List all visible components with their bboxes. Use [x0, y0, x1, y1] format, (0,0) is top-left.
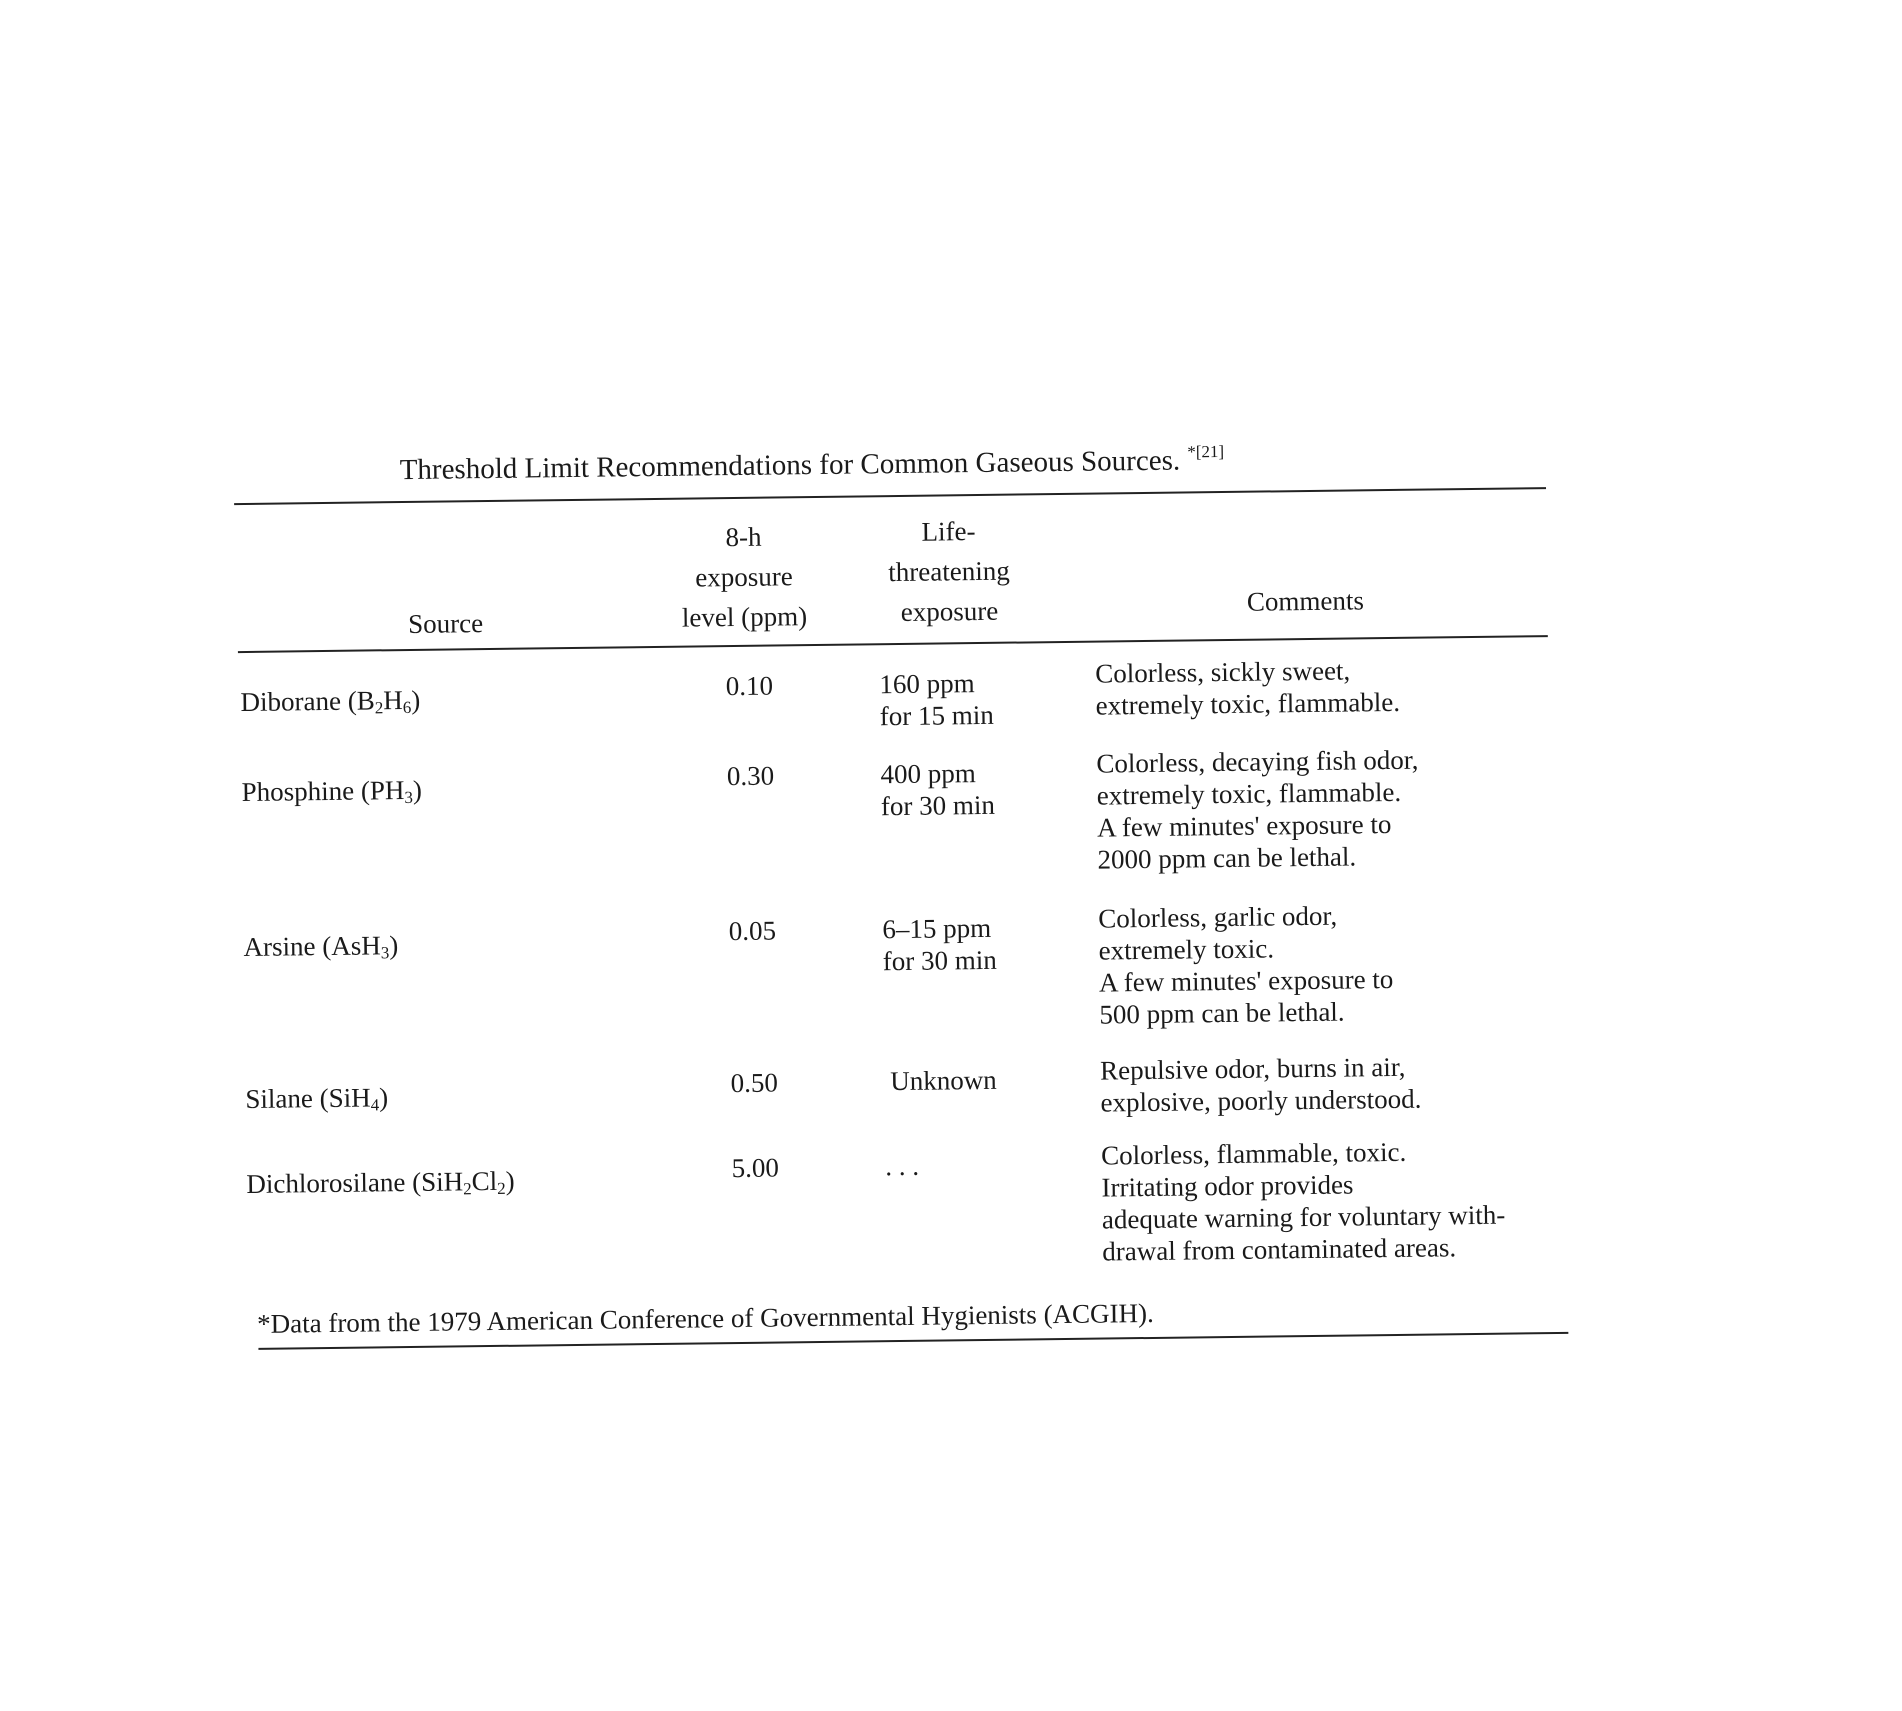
exposure-level-cell: 0.50	[730, 1067, 778, 1100]
formula-part: Cl	[471, 1166, 497, 1196]
formula-part: )	[389, 930, 398, 960]
formula-part: SiH	[328, 1082, 370, 1113]
formula-part: H	[383, 685, 403, 715]
table-row	[0, 0, 1891, 11]
comments-cell: Colorless, decaying fish odor, extremely toxic, flammable. A few minutes' exposure to 2000 ppm can be lethal.	[1096, 744, 1420, 876]
table-title: Threshold Limit Recommendations for Common Gaseous Sources. $^{*[21]}$	[400, 444, 1225, 486]
formula-part: SiH	[421, 1166, 463, 1197]
top-rule	[234, 487, 1546, 505]
comments-cell: Colorless, sickly sweet, extremely toxic, flammable.	[1095, 654, 1400, 722]
formula-part: )	[379, 1082, 388, 1112]
source-name: Phosphine (	[241, 775, 370, 807]
source-cell	[246, 1165, 515, 1200]
source-cell	[241, 774, 422, 808]
formula-part: PH	[370, 775, 405, 805]
formula-part: AsH	[331, 930, 381, 961]
formula-subscript: 6	[403, 698, 412, 717]
header-comments: Comments	[1247, 584, 1364, 617]
table-row	[0, 0, 1891, 11]
source-name: Diborane (	[240, 686, 357, 717]
formula-subscript: 2	[375, 698, 384, 717]
life-threatening-cell: 400 ppm for 30 min	[880, 757, 995, 822]
comments-cell: Colorless, flammable, toxic. Irritating odor provides adequate warning for voluntary with- drawal from contaminated areas.	[1101, 1135, 1506, 1268]
source-name: Silane (	[245, 1083, 329, 1114]
comments-cell: Repulsive odor, burns in air, explosive, poorly understood.	[1100, 1051, 1422, 1119]
life-threatening-cell: 160 ppm for 15 min	[879, 667, 994, 732]
title-reference: *[21]	[1187, 442, 1224, 461]
exposure-level-cell: 0.05	[729, 915, 777, 948]
life-threatening-cell: 6–15 ppm for 30 min	[882, 912, 997, 977]
table-row	[0, 0, 1891, 11]
source-name: Arsine (	[243, 931, 331, 962]
formula-subscript: 2	[497, 1179, 506, 1198]
source-cell	[243, 929, 398, 963]
formula-subscript: 3	[404, 788, 413, 807]
formula-subscript: 3	[381, 943, 390, 962]
header-source: Source	[408, 607, 483, 640]
source-cell	[245, 1081, 388, 1115]
formula-part: )	[413, 775, 422, 805]
exposure-level-cell: 0.10	[726, 670, 774, 703]
table-row	[0, 0, 1891, 11]
header-life-threatening: Life- threatening exposure	[888, 511, 1011, 632]
source-name: Dichlorosilane (	[246, 1167, 421, 1199]
formula-part: )	[505, 1166, 514, 1196]
exposure-level-cell: 0.30	[727, 760, 775, 793]
header-8h-exposure: 8-h exposure level (ppm)	[681, 516, 808, 638]
formula-subscript: 2	[463, 1179, 472, 1198]
formula-part: B	[357, 685, 375, 715]
formula-part: )	[411, 685, 420, 715]
source-cell	[240, 684, 420, 718]
life-threatening-cell: . . .	[885, 1150, 919, 1182]
life-threatening-cell: Unknown	[890, 1064, 997, 1097]
comments-cell: Colorless, garlic odor, extremely toxic. A few minutes' exposure to 500 ppm can be lethal.	[1098, 899, 1394, 1031]
formula-subscript: 4	[371, 1095, 380, 1114]
exposure-level-cell: 5.00	[731, 1152, 779, 1185]
table-row	[0, 0, 1891, 11]
footnote: *Data from the 1979 American Conference of Governmental Hygienists (ACGIH).	[257, 1297, 1154, 1340]
